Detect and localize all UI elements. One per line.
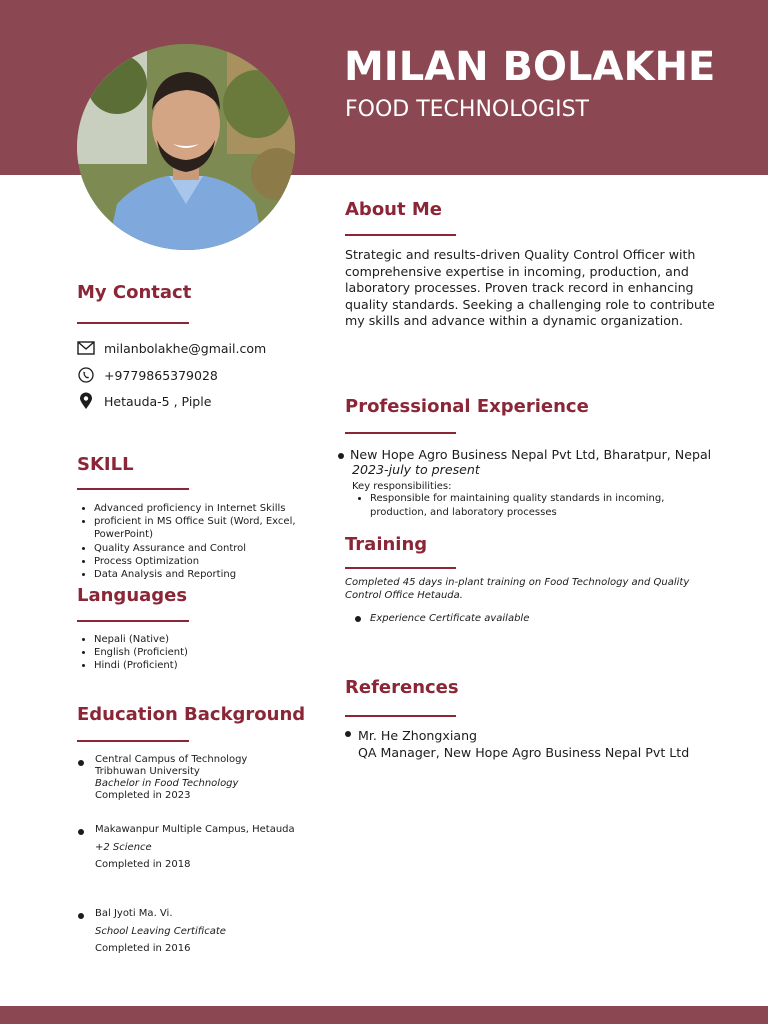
candidate-name: MILAN BOLAKHE — [344, 44, 716, 90]
contact-address-row — [77, 392, 211, 410]
reference-name: Mr. He Zhongxiang — [358, 728, 478, 743]
education-heading: Education Background — [77, 704, 306, 725]
education-divider — [77, 740, 189, 742]
languages-divider — [77, 620, 189, 622]
references-heading: References — [345, 677, 459, 698]
experience-key-label: Key responsibilities: — [352, 481, 452, 492]
education-institution: Makawanpur Multiple Campus, Hetauda — [95, 824, 295, 835]
list-item: • Quality Assurance and Control — [94, 542, 312, 555]
contact-heading: My Contact — [77, 282, 192, 303]
bullet-dot — [78, 829, 84, 835]
bullet-dot — [78, 913, 84, 919]
education-institution: Central Campus of Technology — [95, 754, 248, 765]
training-divider — [345, 567, 456, 569]
education-institution: Bal Jyoti Ma. Vi. — [95, 908, 173, 919]
bullet-dot — [338, 453, 344, 459]
about-text: Strategic and results-driven Quality Control Officer with comprehensive expertise in incoming, production, and laboratory processes. Proven track record in enhancing quality standards. Seeking a challenging role to contribute my skills and advance within a dynamic organization. — [345, 247, 715, 328]
list-item: • Process Optimization — [94, 555, 312, 568]
education-degree: +2 Science — [95, 842, 152, 853]
list-item: • Hindi (Proficient) — [94, 659, 277, 672]
education-entry — [95, 824, 295, 871]
education-completed: Completed in 2023 — [95, 790, 191, 801]
list-item: • Advanced proficiency in Internet Skills — [94, 502, 312, 515]
education-degree: Bachelor in Food Technology — [95, 778, 239, 789]
education-completed: Completed in 2018 — [95, 859, 191, 870]
location-pin-icon — [77, 392, 95, 410]
training-heading: Training — [345, 534, 428, 555]
contact-email[interactable]: milanbolakhe@gmail.com — [104, 340, 267, 356]
education-entry — [95, 754, 247, 802]
contact-phone[interactable]: +9779865379028 — [104, 367, 218, 383]
phone-icon — [77, 366, 95, 384]
languages-list — [77, 633, 277, 673]
contact-phone-row — [77, 366, 218, 384]
experience-heading: Professional Experience — [345, 396, 589, 417]
skill-list — [77, 502, 312, 581]
experience-period: 2023-july to present — [352, 462, 480, 477]
education-entry — [95, 908, 226, 955]
bullet-dot — [345, 731, 351, 737]
contact-email-row — [77, 339, 266, 357]
skill-heading: SKILL — [77, 454, 134, 475]
reference-position: QA Manager, New Hope Agro Business Nepal Pvt Ltd — [358, 745, 690, 760]
contact-divider — [77, 322, 189, 324]
training-certificate: Experience Certificate available — [370, 613, 530, 624]
references-divider — [345, 715, 456, 717]
experience-company: New Hope Agro Business Nepal Pvt Ltd, Bharatpur, Nepal — [350, 447, 712, 462]
about-heading: About Me — [345, 199, 442, 220]
responsibility-list — [352, 492, 692, 519]
education-university: Tribhuwan University — [95, 766, 200, 777]
about-divider — [345, 234, 456, 236]
list-item: • Nepali (Native) — [94, 633, 277, 646]
candidate-role: FOOD TECHNOLOGIST — [345, 97, 589, 122]
mail-icon — [77, 339, 95, 357]
list-item: • Data Analysis and Reporting — [94, 568, 312, 581]
skill-divider — [77, 488, 189, 490]
languages-heading: Languages — [77, 585, 188, 606]
experience-divider — [345, 432, 456, 434]
education-degree: School Leaving Certificate — [95, 926, 226, 937]
list-item: • Responsible for maintaining quality standards in incoming, production, and laboratory processes — [370, 492, 692, 519]
list-item: • proficient in MS Office Suit (Word, Excel, PowerPoint) — [94, 515, 312, 541]
bullet-dot — [355, 616, 361, 622]
education-completed: Completed in 2016 — [95, 943, 191, 954]
list-item: • English (Proficient) — [94, 646, 277, 659]
contact-address: Hetauda-5 , Piple — [104, 393, 212, 409]
footer-band — [0, 1006, 768, 1024]
training-text: Completed 45 days in-plant training on Food Technology and Quality Control Office Hetauda. — [345, 577, 690, 601]
profile-photo — [77, 44, 295, 250]
bullet-dot — [78, 760, 84, 766]
